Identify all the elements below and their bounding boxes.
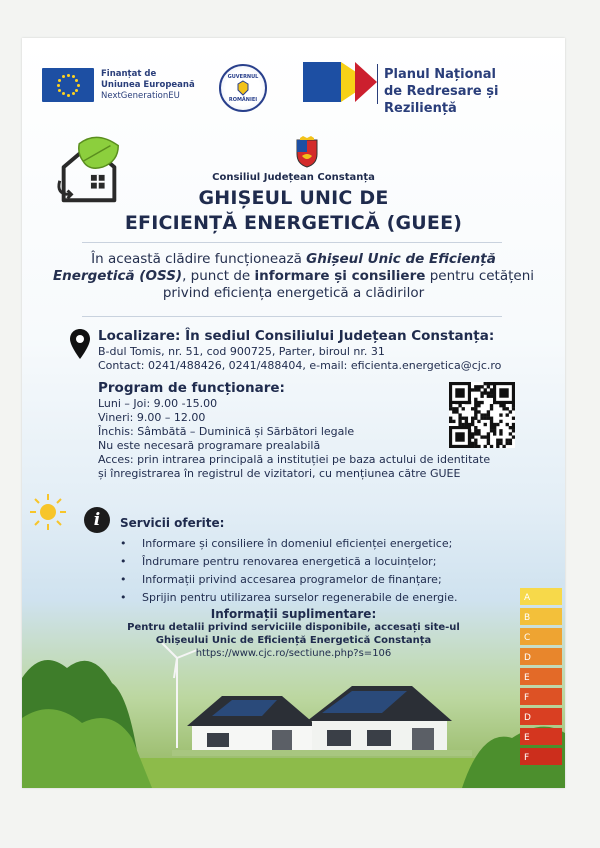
star-icon (77, 84, 80, 87)
extra-line: Pentru detalii privind serviciile disponibile, accesați site-ul (127, 622, 460, 633)
star-icon (57, 84, 60, 87)
poster (22, 38, 565, 788)
energy-label: B (524, 613, 531, 623)
star-icon (62, 92, 65, 95)
star-icon (58, 79, 61, 82)
qr-code-icon (449, 382, 515, 448)
star-icon (72, 75, 75, 78)
list-item: • Sprijin pentru utilizarea surselor regenerabile de energie. (120, 590, 540, 605)
houses-landscape-illustration (22, 638, 565, 788)
star-icon (67, 74, 70, 77)
info-icon: i (84, 507, 110, 533)
energy-label: E (524, 673, 530, 683)
schedule-line: Nu este necesară programare prealabilă (98, 439, 321, 452)
eu-flag-icon (42, 68, 94, 102)
intro-text: În această clădire funcționează Ghișeul Unic de Eficiență Energetică (OSS), punct de informare și consiliere pentru cetățeni privind eficiența energetică a clădirilor (52, 251, 535, 301)
star-icon (75, 79, 78, 82)
energy-label: F (524, 693, 530, 703)
energy-label: E (524, 733, 530, 743)
location-pin-icon (70, 329, 90, 359)
energy-label: C (524, 633, 531, 643)
list-item: • Informare și consiliere în domeniul eficienței energetice; (120, 536, 540, 551)
schedule-heading: Program de funcționare: (98, 380, 285, 396)
divider (82, 242, 502, 243)
county-coat-of-arms-icon (294, 136, 320, 168)
pnrr-text: Planul Național de Redresare și Reziliență (384, 67, 499, 116)
page-title: GHIȘEUL UNIC DE EFICIENȚĂ ENERGETICĂ (GUEE) (124, 187, 463, 234)
organization-name: Consiliul Județean Constanța (212, 172, 375, 183)
services-section (120, 515, 540, 608)
sun-icon (28, 492, 68, 532)
eu-funding-text: Finanțat de Uniunea Europeană NextGenerationEU (101, 69, 195, 101)
location-address: B-dul Tomis, nr. 51, cod 900725, Parter, biroul nr. 31 (98, 345, 385, 358)
schedule-line: Închis: Sâmbătă – Duminică și Sărbători legale (98, 425, 355, 438)
energy-label: D (524, 713, 531, 723)
star-icon (67, 94, 70, 97)
services-heading: Servicii oferite: (120, 516, 225, 530)
extra-heading: Informații suplimentare: (210, 607, 377, 621)
schedule-line: Luni – Joi: 9.00 -15.00 (98, 397, 218, 410)
star-icon (62, 75, 65, 78)
location-section (98, 328, 558, 373)
list-item: • Îndrumare pentru renovarea energetică a locuințelor; (120, 554, 540, 569)
divider (82, 316, 502, 317)
location-heading: Localizare: În sediul Consiliului Județean Constanța: (98, 328, 495, 344)
extra-info-section (82, 608, 505, 660)
pnrr-divider (377, 64, 378, 104)
pnrr-arrow-red-icon (355, 62, 377, 102)
energy-rating-icon (502, 578, 562, 778)
pnrr-flag-icon (303, 62, 341, 102)
extra-line: Ghișeului Unic de Eficiență Energetică Constanța (155, 635, 432, 646)
star-icon (58, 89, 61, 92)
list-item: • Informații privind accesarea programelor de finanțare; (120, 572, 540, 587)
schedule-line: Acces: prin intrarea principală a instituției pe baza actului de identitate (98, 453, 491, 466)
star-icon (72, 92, 75, 95)
schedule-line: Vineri: 9.00 – 12.00 (98, 411, 206, 424)
energy-label: A (524, 593, 531, 603)
energy-label: F (524, 753, 530, 763)
location-contact: Contact: 0241/488426, 0241/488404, e-mail: eficienta.energetica@cjc.ro (98, 359, 502, 372)
energy-label: D (524, 653, 531, 663)
star-icon (75, 89, 78, 92)
schedule-line: și înregistrarea în registrul de vizitatori, cu mențiunea către GUEE (98, 467, 461, 480)
website-link[interactable]: https://www.cjc.ro/sectiune.php?s=106 (195, 648, 392, 659)
government-seal-icon: GUVERNUL ROMÂNIEI (219, 64, 267, 112)
